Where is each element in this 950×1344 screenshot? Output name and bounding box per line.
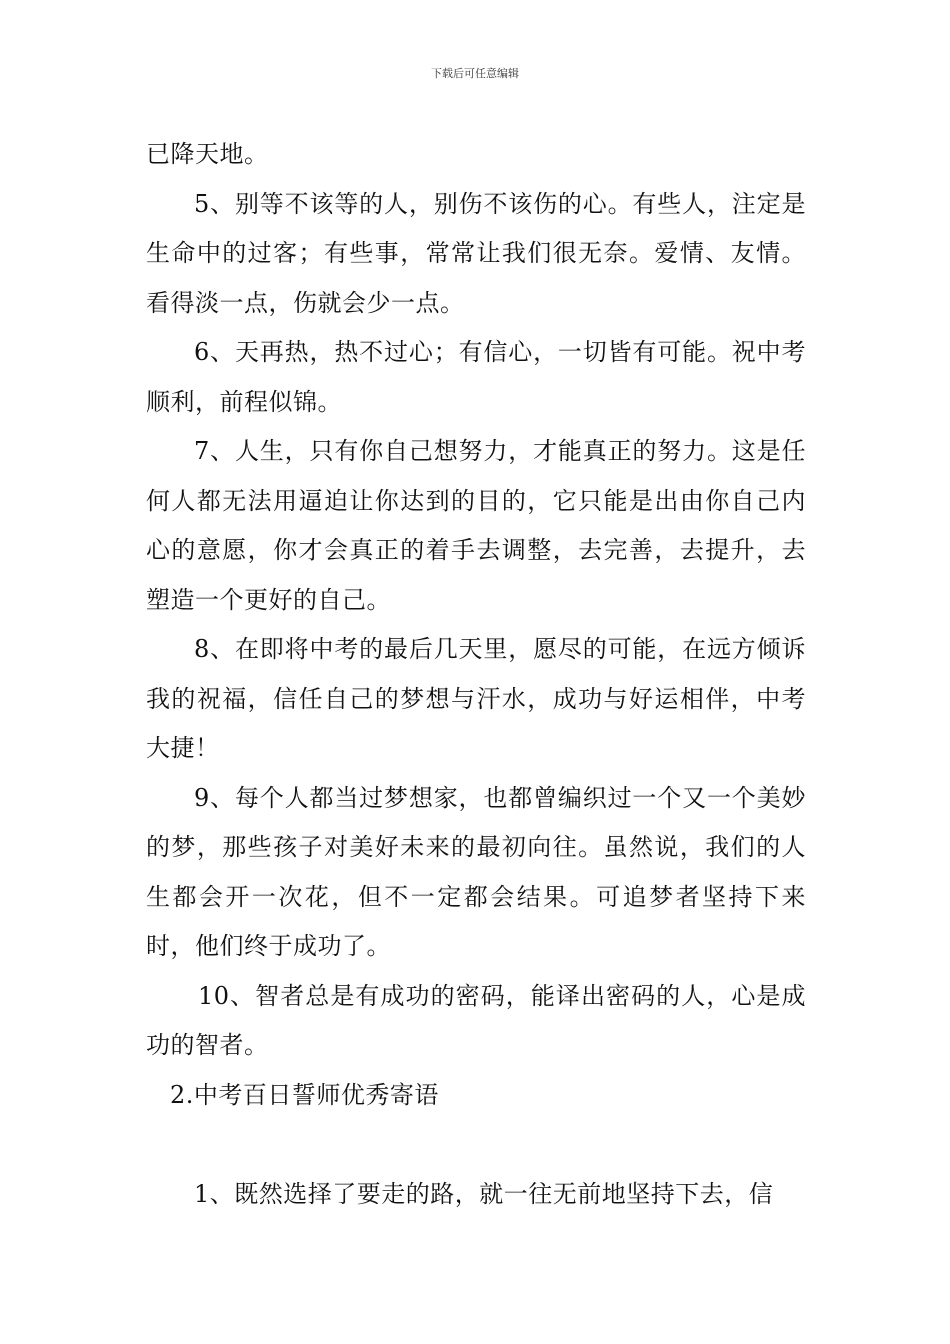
paragraph-6: 6、天再热，热不过心；有信心，一切皆有可能。祝中考顺利，前程似锦。 <box>146 338 806 416</box>
section-paragraph-1: 1、既然选择了要走的路，就一往无前地坚持下去，信 <box>194 1179 774 1208</box>
section-heading: 2.中考百日誓师优秀寄语 <box>170 1080 439 1109</box>
paragraph-7: 7、人生，只有你自己想努力，才能真正的努力。这是任何人都无法用逼迫让你达到的目的，它只能是出由你自己内心的意愿，你才会真正的着手去调整，去完善，去提升，去塑造一个更好的自己。 <box>146 437 806 614</box>
paragraph-5: 5、别等不该等的人，别伤不该伤的心。有些人，注定是生命中的过客；有些事，常常让我们很无奈。爱情、友情。看得淡一点，伤就会少一点。 <box>146 189 806 317</box>
paragraph-10: 10、智者总是有成功的密码，能译出密码的人，心是成功的智者。 <box>146 981 806 1059</box>
paragraph-8: 8、在即将中考的最后几天里，愿尽的可能，在远方倾诉我的祝福，信任自己的梦想与汗水，成功与好运相伴，中考大捷！ <box>146 635 806 762</box>
paragraph-continued: 已降天地。 <box>146 140 269 168</box>
document-body <box>146 130 806 1219</box>
page-header: 下载后可任意编辑 <box>431 67 519 80</box>
paragraph-9: 9、每个人都当过梦想家，也都曾编织过一个又一个美妙的梦，那些孩子对美好未来的最初向往。虽然说，我们的人生都会开一次花，但不一定都会结果。可追梦者坚持下来时，他们终于成功了。 <box>146 783 806 960</box>
blank-line <box>146 1120 806 1170</box>
